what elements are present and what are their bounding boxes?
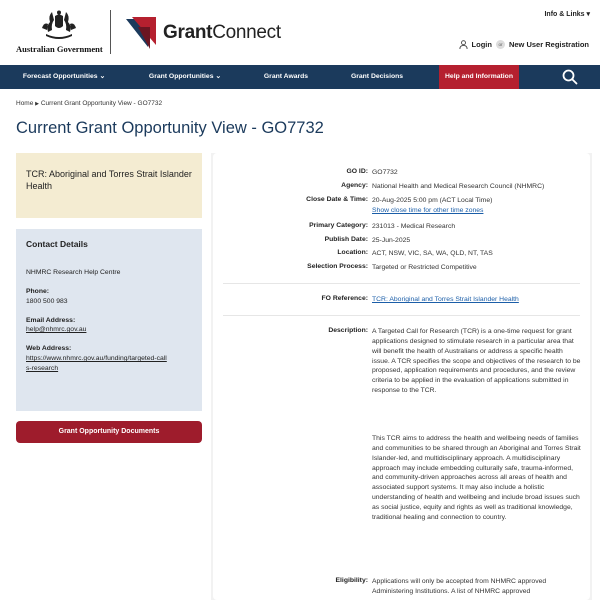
- main-nav: [0, 65, 600, 89]
- close-time-zones-link[interactable]: Show close time for other time zones: [372, 206, 484, 214]
- info-links-menu[interactable]: [544, 10, 590, 18]
- close-date-label: Close Date & Time:: [306, 196, 368, 203]
- caret-down-icon: ▾: [586, 11, 590, 18]
- go-id-label: GO ID:: [346, 168, 368, 175]
- web-link[interactable]: https://www.nhmrc.gov.au/funding/targeted-calls-research: [26, 355, 167, 372]
- details-panel: [213, 153, 590, 600]
- go-id-value: GO7732: [372, 169, 398, 176]
- nav-grant-decisions[interactable]: Grant Decisions: [350, 73, 404, 80]
- publish-label: Publish Date:: [324, 236, 368, 243]
- phone-value: 1800 500 983: [26, 297, 68, 305]
- chevron-right-icon: ▶: [35, 101, 40, 107]
- web-label: Web Address:: [26, 345, 72, 353]
- nav-grant-awards[interactable]: Grant Awards: [263, 73, 309, 80]
- agency-value: National Health and Medical Research Council (NHMRC): [372, 183, 545, 190]
- chevron-down-icon: ⌄: [215, 73, 222, 80]
- header-divider: [110, 10, 111, 54]
- divider: [223, 283, 580, 284]
- contact-details-title: Contact Details: [26, 239, 88, 249]
- breadcrumb-home[interactable]: Home: [16, 100, 34, 107]
- nav-item-label: Grant Opportunities: [148, 73, 214, 80]
- or-separator: or: [496, 40, 505, 49]
- description-p2: This TCR aims to address the health and wellbeing needs of families and communities to be shared through an Aboriginal and Torres Strait Islander-led, and multidisciplinary approach. A multidisciplinary approach may include embedding culturally safe, trauma-informed, and community-driven approaches across all areas of health and associated support systems. It may also include a holistic understanding of health and wellbeing and include broad issues such as social justice, equity and rights as well as traditional knowledge, traditional healing and connection to country.: [372, 435, 581, 521]
- category-value: 231013 - Medical Research: [372, 223, 456, 230]
- close-date-text: 20-Aug-2025 5:00 pm (ACT Local Time): [372, 197, 493, 204]
- user-icon: [459, 40, 468, 49]
- page-title: Current Grant Opportunity View - GO7732: [16, 119, 324, 137]
- fo-reference-link[interactable]: TCR: Aboriginal and Torres Strait Islander Health: [372, 296, 519, 303]
- nav-help-and-information[interactable]: Help and Information: [439, 65, 519, 89]
- search-icon[interactable]: [562, 69, 578, 85]
- grantconnect-wordmark[interactable]: [163, 22, 281, 44]
- contact-org: NHMRC Research Help Centre: [26, 269, 121, 276]
- nav-forecast-opportunities[interactable]: [12, 65, 116, 89]
- agency-label: Agency:: [341, 182, 368, 189]
- eligibility-label: Eligibility:: [335, 577, 368, 584]
- fo-reference-label: FO Reference:: [321, 295, 368, 302]
- breadcrumb: [16, 100, 162, 107]
- grant-opportunity-documents-button[interactable]: Grant Opportunity Documents: [16, 421, 202, 443]
- category-label: Primary Category:: [309, 222, 368, 229]
- register-link[interactable]: New User Registration: [508, 40, 589, 49]
- opportunity-title: TCR: Aboriginal and Torres Strait Islander Health: [26, 169, 192, 192]
- divider: [223, 315, 580, 316]
- publish-value: 25-Jun-2025: [372, 237, 411, 244]
- phone-label: Phone:: [26, 287, 50, 295]
- location-label: Location:: [337, 249, 368, 256]
- email-link[interactable]: help@nhmrc.gov.au: [26, 326, 87, 334]
- selection-value: Targeted or Restricted Competitive: [372, 264, 477, 271]
- australian-government-logo[interactable]: [16, 10, 102, 56]
- opportunity-title-box: [16, 153, 202, 218]
- close-date-value: [372, 196, 582, 216]
- auth-links: [459, 40, 589, 49]
- brand-light: Connect: [212, 22, 281, 43]
- site-header: [0, 0, 600, 64]
- email-label: Email Address:: [26, 316, 76, 324]
- contact-details-box: [16, 229, 202, 411]
- location-value: ACT, NSW, VIC, SA, WA, QLD, NT, TAS: [372, 250, 493, 257]
- breadcrumb-current: Current Grant Opportunity View - GO7732: [40, 100, 163, 107]
- description-p1: A Targeted Call for Research (TCR) is a one-time request for grant applications designed to stimulate research in a particular area that will benefit the health of Australians or address a specific health issue. A TCR specifies the scope and objectives of the research to be proposed, application requirements and procedures, and the review criteria to be applied in the evaluation of applications submitted in response to the TCR.: [372, 328, 581, 395]
- description-label: Description:: [328, 327, 368, 334]
- grantconnect-logo-icon[interactable]: [126, 17, 160, 49]
- chevron-down-icon: ⌄: [99, 73, 106, 80]
- info-links-label: Info & Links: [544, 11, 585, 18]
- login-link[interactable]: Login: [471, 40, 492, 49]
- nav-item-label: Forecast Opportunities: [22, 73, 98, 80]
- nav-grant-opportunities[interactable]: [138, 65, 232, 89]
- brand-bold: Grant: [163, 22, 213, 43]
- selection-label: Selection Process:: [307, 263, 368, 270]
- eligibility-value: Applications will only be accepted from NHMRC approved Administering Institutions. A list of NHMRC approved: [372, 578, 547, 595]
- gov-text: Australian Government: [16, 44, 103, 54]
- coat-of-arms-icon: [38, 10, 80, 42]
